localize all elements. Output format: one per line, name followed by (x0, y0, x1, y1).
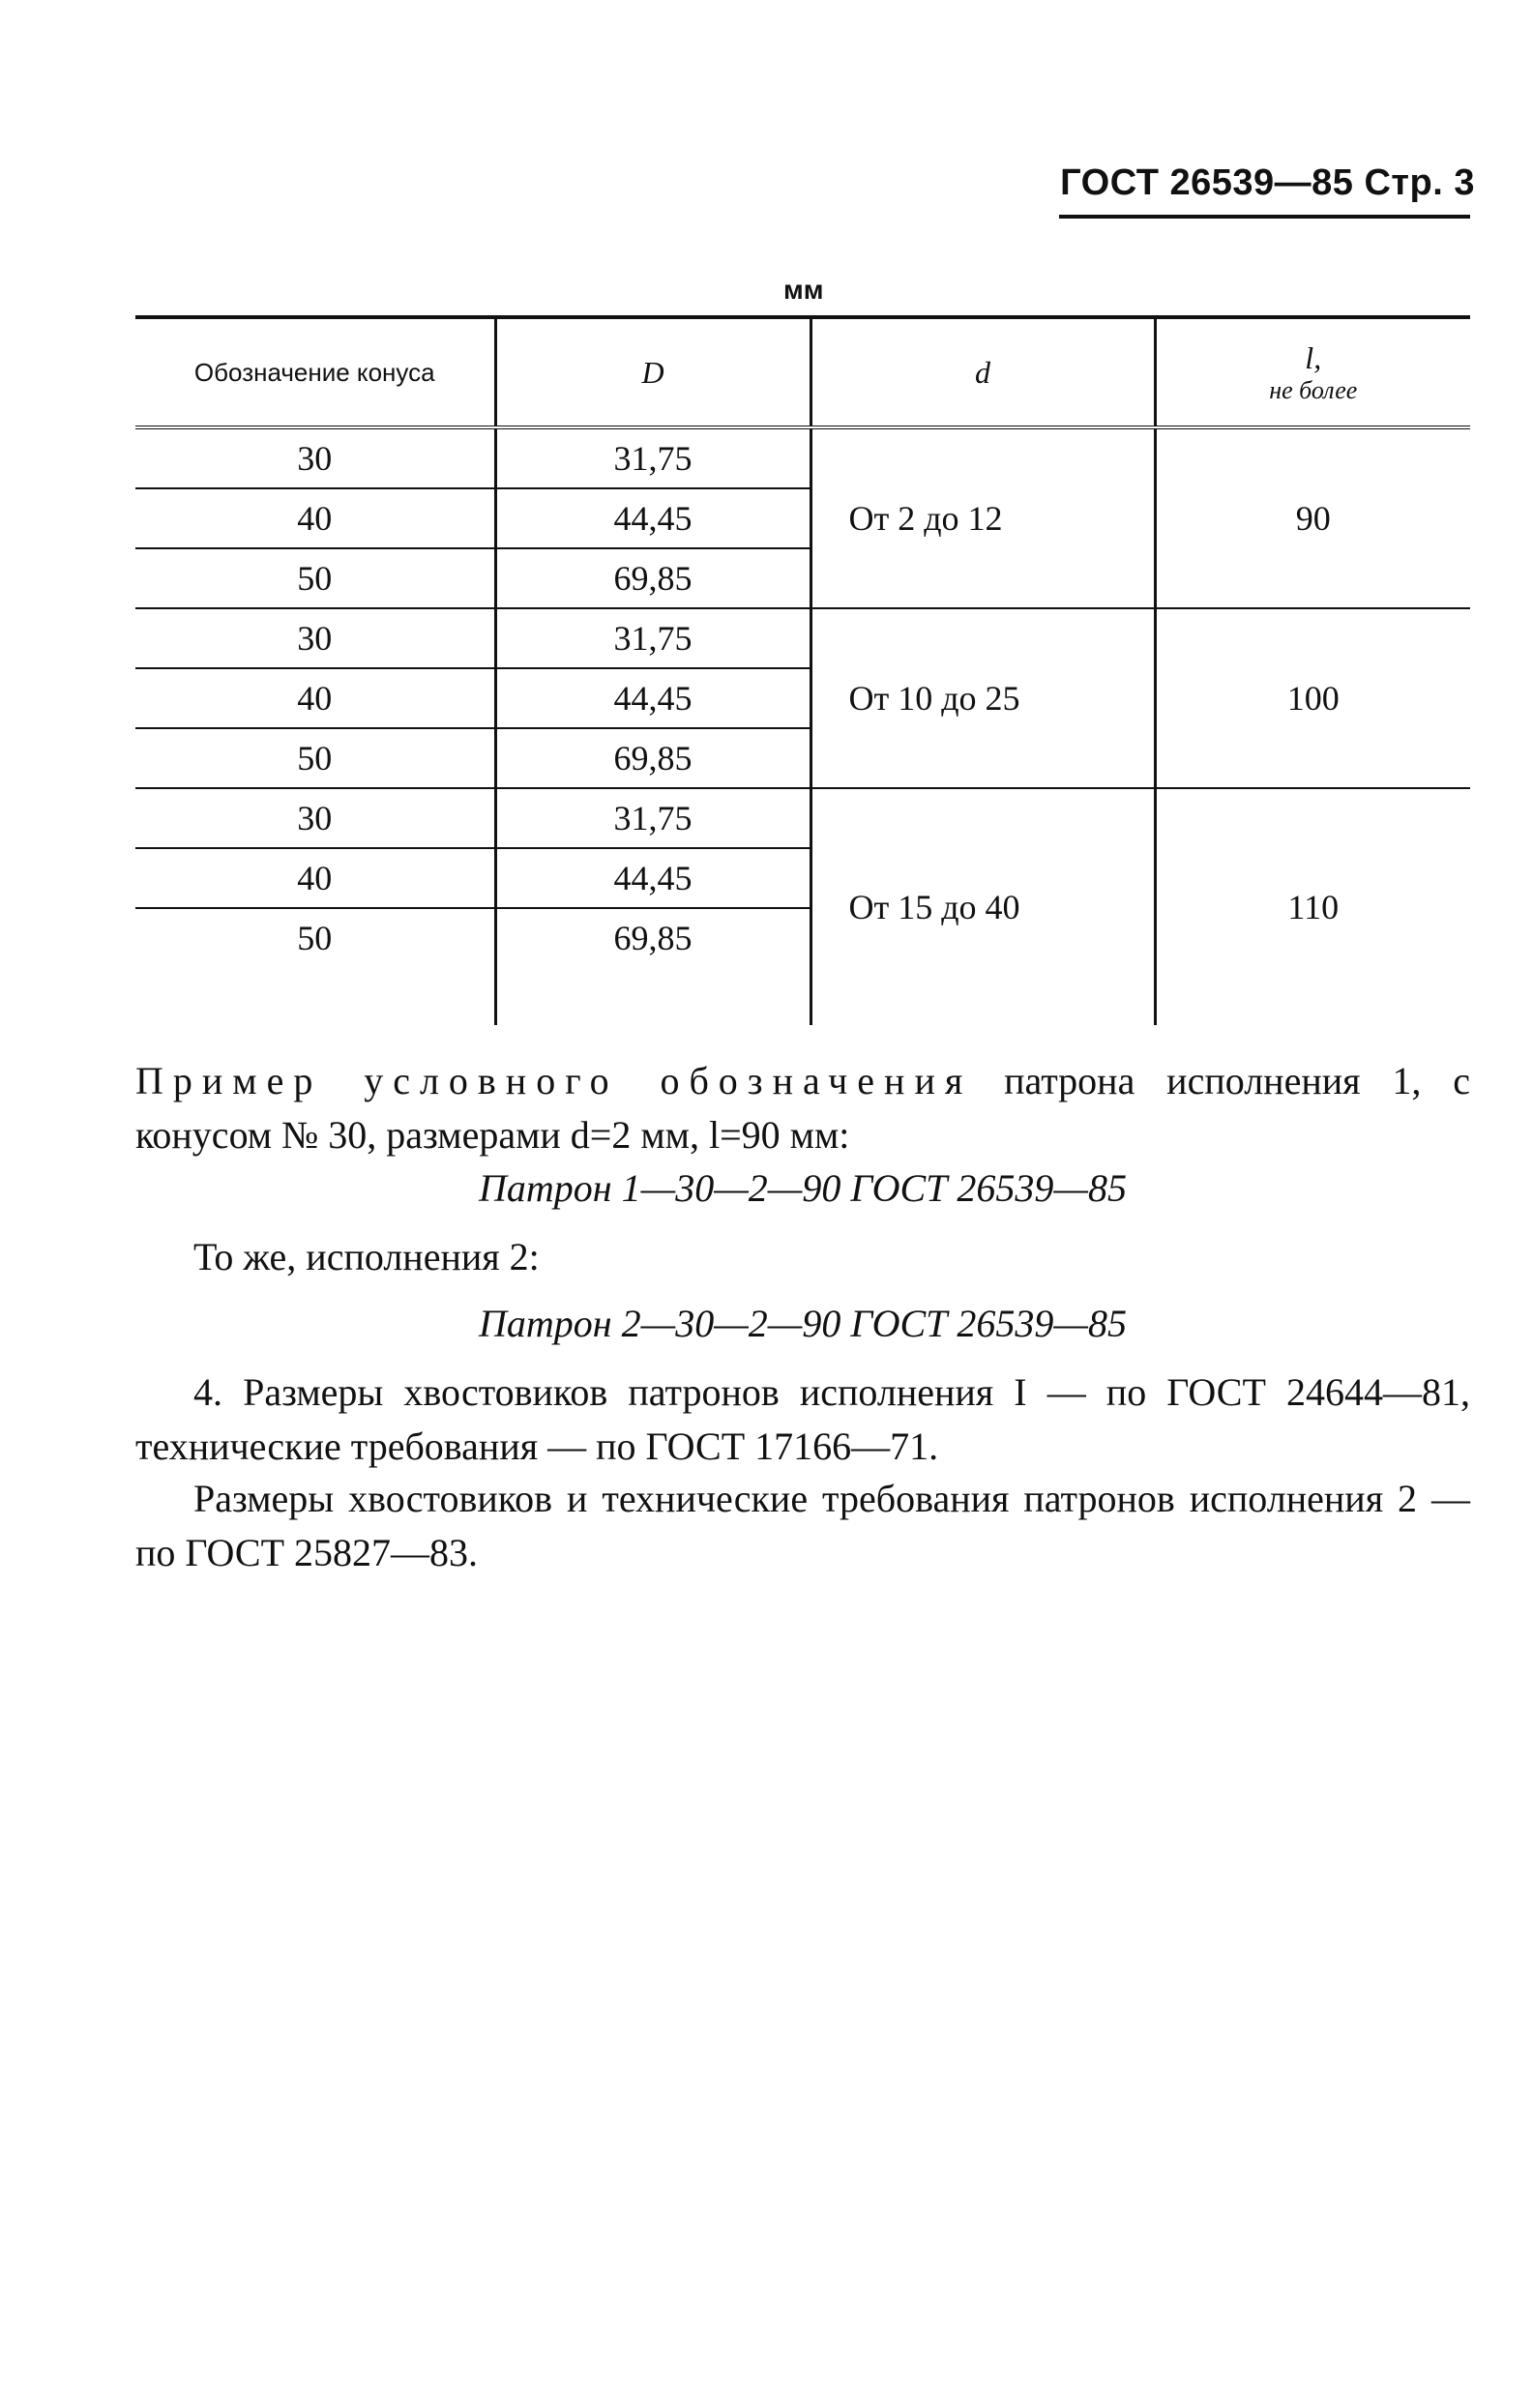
cell-cone: 30 (135, 788, 495, 848)
header-d: d (811, 317, 1155, 427)
page-header (1060, 162, 1475, 204)
cell-D: 31,75 (495, 608, 811, 668)
header-rule (1059, 215, 1470, 219)
header-cone: Обозначение конуса (193, 357, 435, 387)
cell-D: 31,75 (495, 788, 811, 848)
cell-D: 44,45 (495, 668, 811, 728)
header-l (1155, 317, 1470, 427)
cell-cone: 30 (135, 427, 495, 488)
example-rest: патрона исполнения 1, с конусом № 30, размерами d=2 мм, l=90 мм: (135, 1059, 1470, 1157)
units-label: мм (783, 275, 824, 305)
standard-number: ГОСТ 26539—85 (1060, 162, 1354, 203)
cell-D: 44,45 (495, 488, 811, 548)
table-tail-cell (135, 967, 495, 1025)
table-row (135, 788, 1470, 848)
cell-d-range: От 15 до 40 (811, 788, 1155, 1025)
example-paragraph (135, 1054, 1470, 1162)
cell-l-max: 100 (1155, 608, 1470, 788)
cell-cone: 50 (135, 548, 495, 608)
cell-cone: 50 (297, 919, 333, 957)
header-l-symbol: l, (1305, 339, 1322, 375)
cell-cone: 50 (135, 728, 495, 788)
cell-cone: 40 (135, 488, 495, 548)
same-execution-2: То же, исполнения 2: (193, 1235, 540, 1278)
clause-4-continued: Размеры хвостовиков и технические требования патронов исполнения 2 — по ГОСТ 25827—83. (135, 1477, 1470, 1574)
table-header-row (135, 317, 1470, 427)
designation-example-1: Патрон 1—30—2—90 ГОСТ 26539—85 (479, 1166, 1127, 1210)
table-tail-cell (495, 967, 811, 1025)
cell-cone: 40 (135, 668, 495, 728)
cell-D: 31,75 (495, 427, 811, 488)
cell-D: 44,45 (495, 848, 811, 908)
cell-d-range: От 2 до 12 (811, 427, 1155, 608)
example-lead: Пример условного обозначения (135, 1059, 973, 1102)
cell-l-max: 90 (1155, 427, 1470, 608)
header-l-qualifier: не более (1269, 375, 1358, 404)
table-row (135, 427, 1470, 488)
cell-cone: 40 (135, 848, 495, 908)
dimensions-table (135, 315, 1470, 1025)
cell-d-range: От 10 до 25 (811, 608, 1155, 788)
cell-D: 69,85 (495, 728, 811, 788)
clause-4: 4. Размеры хвостовиков патронов исполнения I — по ГОСТ 24644—81, технические требования — по ГОСТ 17166—71. (135, 1370, 1470, 1468)
table-row (135, 608, 1470, 668)
cell-l-max: 110 (1155, 788, 1470, 1025)
cell-D: 69,85 (495, 548, 811, 608)
designation-example-2: Патрон 2—30—2—90 ГОСТ 26539—85 (479, 1302, 1127, 1345)
cell-cone: 30 (135, 608, 495, 668)
cell-D: 69,85 (495, 908, 811, 967)
page-number: Стр. 3 (1364, 162, 1475, 203)
header-D: D (495, 317, 811, 427)
